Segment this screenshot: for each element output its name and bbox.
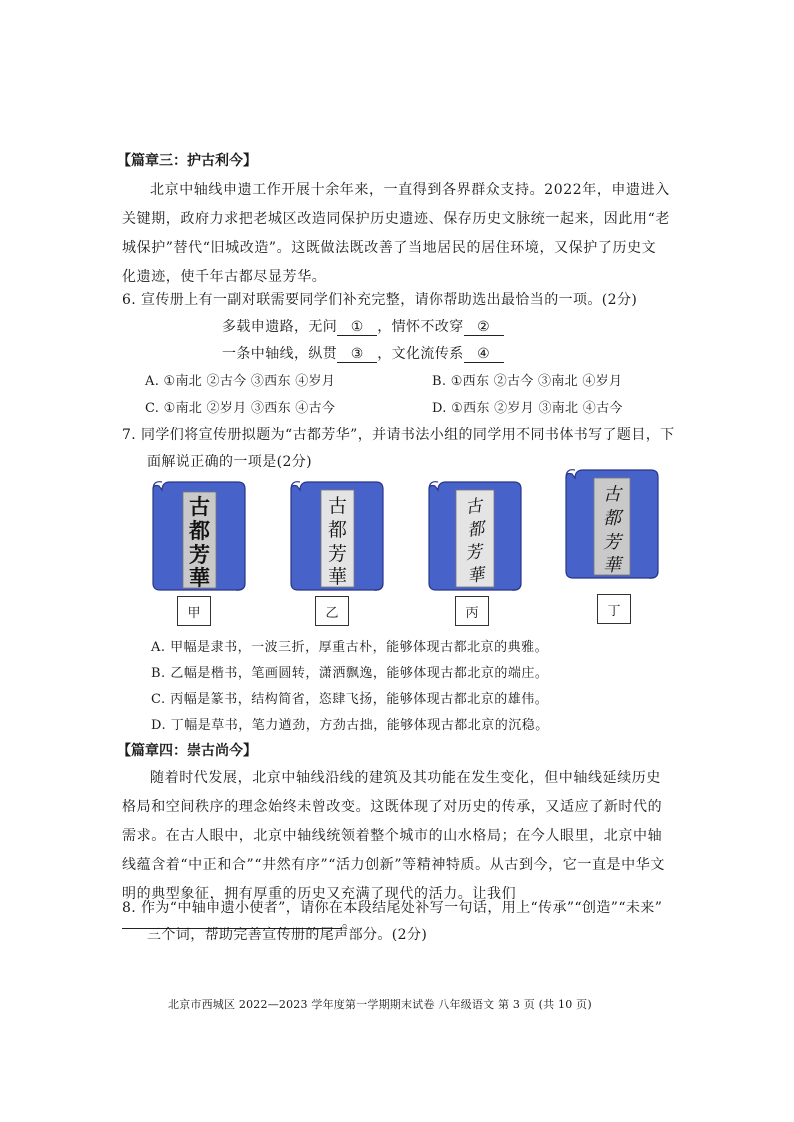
q6-couplet-line1 — [222, 316, 504, 336]
svg-text:都: 都 — [327, 519, 348, 541]
calligraphy-scroll-ding-image — [563, 466, 659, 581]
blank-4: ④ — [464, 346, 504, 363]
couplet-text: 一条中轴线，纵贯 — [222, 346, 338, 362]
svg-text:古: 古 — [327, 495, 348, 517]
svg-text:芳: 芳 — [464, 541, 484, 565]
q7-stem-line1: 7. 同学们将宣传册拟题为“古都芳华”，并请书法小组的同学用不同书体书写了题目，下 — [122, 427, 675, 443]
couplet-text: ，情怀不改穿 — [377, 319, 464, 335]
blank-1: ① — [337, 319, 377, 336]
svg-text:都: 都 — [603, 508, 621, 529]
couplet-text: ，文化流传系 — [377, 346, 464, 362]
q6-stem: 6. 宣传册上有一副对联需要同学们补充完整，请你帮助选出最恰当的一项。(2分) — [122, 292, 638, 308]
svg-text:都: 都 — [189, 518, 210, 543]
page-footer: 北京市西城区 2022—2023 学年度第一学期期末试卷 八年级语文 第 3 页 (共 10 页) — [168, 998, 592, 1011]
section4-paragraph: 随着时代发展，北京中轴线沿线的建筑及其功能在发生变化，但中轴线延续历史格局和空间秩序的理念始终未曾改变。这既体现了对历史的传承，又适应了新时代的需求。在古人眼中，北京中轴线统领着整个城市的山水格局；在今人眼里，北京中轴线蕴含着“中正和合”“井然有序”“活力创新”等精神特质。从古到今，它一直是中华文明的典型象征，拥有厚重的历史又充满了现代的活力。让我们。 — [122, 770, 665, 931]
q7-option-a: A. 甲幅是隶书，一波三折，厚重古朴，能够体现古都北京的典雅。 — [151, 640, 549, 655]
q6-couplet-line2 — [222, 343, 504, 363]
section3-paragraph: 北京中轴线申遗工作开展十余年来，一直得到各界群众支持。2022年，申遗进入关键期，政府力求把老城区改造同保护历史遗迹、保存历史文脉统一起来，因此用“老城保护”替代“旧城改造”。这既做法既改善了当地居民的居住环境，又保护了历史文化遗迹，使千年古都尽显芳华。 — [122, 182, 670, 285]
section3-title: 【篇章三：护古利今】 — [117, 153, 257, 169]
scroll-label-bing: 丙 — [455, 596, 489, 626]
q7-option-c: C. 丙幅是篆书，结构简省，恣肆飞扬，能够体现古都北京的雄伟。 — [151, 692, 549, 707]
svg-text:華: 華 — [327, 566, 348, 588]
svg-text:華: 華 — [466, 564, 486, 588]
calligraphy-scroll-yi-image — [288, 478, 384, 593]
svg-text:芳: 芳 — [189, 542, 210, 567]
scroll-label-yi: 乙 — [315, 596, 349, 626]
svg-text:芳: 芳 — [327, 543, 348, 565]
calligraphy-scroll-jia-image — [150, 478, 246, 593]
svg-text:芳: 芳 — [603, 532, 621, 553]
q8-line1: 8. 作为“中轴申遗小使者”，请你在本段结尾处补写一句话，用上“传承”“创造”“未来” — [122, 900, 663, 916]
blank-3: ③ — [337, 346, 377, 363]
svg-text:古: 古 — [189, 494, 210, 519]
svg-text:古: 古 — [603, 484, 621, 505]
q8-line2: 三个词，帮助完善宣传册的尾声部分。(2分) — [147, 927, 428, 943]
section4-title: 【篇章四：崇古尚今】 — [117, 743, 257, 759]
q7-option-d: D. 丁幅是草书，笔力遒劲，方劲古拙，能够体现古都北京的沉稳。 — [151, 718, 549, 733]
q7-stem-line2: 面解说正确的一项是(2分) — [147, 454, 313, 470]
scroll-label-jia: 甲 — [177, 596, 211, 626]
section4-text: 随着时代发展，北京中轴线沿线的建筑及其功能在发生变化，但中轴线延续历史格局和空间秩序的理念始终未曾改变。这既体现了对历史的传承，又适应了新时代的需求。在古人眼中，北京中轴线统领着整个城市的山水格局；在今人眼里，北京中轴线蕴含着“中正和合”“井然有序”“活力创新”等精神特质。从古到今，它一直是中华文明的典型象征，拥有厚重的历史又充满了现代的活力。让我们 — [122, 770, 665, 902]
q6-option-a: A. ①南北 ②古今 ③西东 ④岁月 — [145, 374, 336, 389]
calligraphy-scroll-bing-image — [426, 478, 522, 593]
q6-option-b: B. ①西东 ②古今 ③南北 ④岁月 — [432, 374, 623, 389]
svg-text:華: 華 — [189, 565, 210, 590]
svg-text:古: 古 — [464, 495, 484, 519]
q6-option-d: D. ①西东 ②岁月 ③南北 ④古今 — [432, 401, 623, 416]
couplet-text: 多载申遗路，无问 — [222, 319, 338, 335]
q6-option-c: C. ①南北 ②岁月 ③西东 ④古今 — [145, 401, 336, 416]
svg-text:華: 華 — [603, 555, 621, 576]
scroll-label-ding: 丁 — [597, 594, 631, 624]
blank-2: ② — [464, 319, 504, 336]
svg-text:都: 都 — [466, 518, 486, 542]
q7-option-b: B. 乙幅是楷书，笔画圆转，潇洒飘逸，能够体现古都北京的端庄。 — [151, 666, 549, 681]
